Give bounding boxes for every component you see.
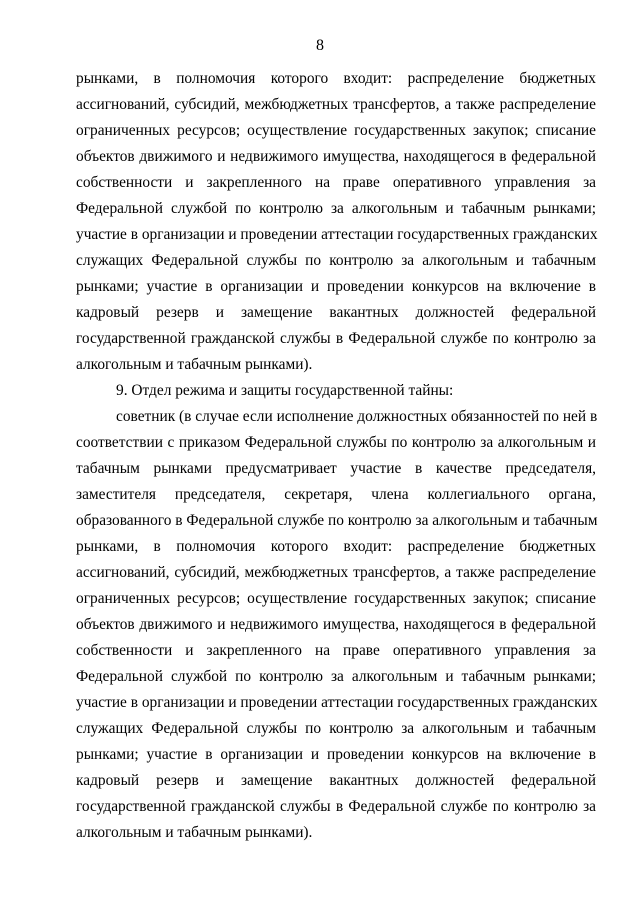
text-line: собственности и закрепленного на праве оперативного управления за bbox=[76, 642, 596, 659]
text-line: служащих Федеральной службы по контролю за алкогольным и табачным bbox=[76, 720, 596, 737]
page-number: 8 bbox=[316, 37, 324, 54]
text-line: Федеральной службой по контролю за алкогольным и табачным рынками; bbox=[76, 668, 596, 685]
text-line: кадровый резерв и замещение вакантных должностей федеральной bbox=[76, 772, 596, 789]
text-line: рынками; участие в организации и проведении конкурсов на включение в bbox=[76, 278, 596, 295]
text-line: ограниченных ресурсов; осуществление государственных закупок; списание bbox=[76, 590, 596, 607]
text-line: заместителя председателя, секретаря, члена коллегиального органа, bbox=[76, 486, 596, 503]
text-line: рынками; участие в организации и проведении конкурсов на включение в bbox=[76, 746, 596, 763]
section-heading: 9. Отдел режима и защиты государственной тайны: bbox=[116, 382, 454, 399]
text-line: соответствии с приказом Федеральной службы по контролю за алкогольным и bbox=[76, 434, 596, 451]
text-line: государственной гражданской службы в Федеральной службе по контролю за bbox=[76, 330, 596, 347]
text-line: Федеральной службой по контролю за алкогольным и табачным рынками; bbox=[76, 200, 596, 217]
text-line: объектов движимого и недвижимого имущества, находящегося в федеральной bbox=[76, 148, 596, 165]
text-line: ассигнований, субсидий, межбюджетных трансфертов, а также распределение bbox=[76, 564, 596, 581]
text-line: участие в организации и проведении аттестации государственных гражданских bbox=[76, 226, 598, 243]
text-line: служащих Федеральной службы по контролю за алкогольным и табачным bbox=[76, 252, 596, 269]
text-line: ограниченных ресурсов; осуществление государственных закупок; списание bbox=[76, 122, 596, 139]
text-line: рынками, в полномочия которого входит: распределение бюджетных bbox=[76, 70, 596, 87]
text-line: алкогольным и табачным рынками). bbox=[76, 356, 313, 373]
text-line: государственной гражданской службы в Федеральной службе по контролю за bbox=[76, 798, 596, 815]
text-line: советник (в случае если исполнение должностных обязанностей по ней в bbox=[116, 408, 598, 425]
text-line: объектов движимого и недвижимого имущества, находящегося в федеральной bbox=[76, 616, 596, 633]
text-line: рынками, в полномочия которого входит: распределение бюджетных bbox=[76, 538, 596, 555]
text-line: кадровый резерв и замещение вакантных должностей федеральной bbox=[76, 304, 596, 321]
text-line: ассигнований, субсидий, межбюджетных трансфертов, а также распределение bbox=[76, 96, 596, 113]
text-line: собственности и закрепленного на праве оперативного управления за bbox=[76, 174, 596, 191]
text-line: участие в организации и проведении аттестации государственных гражданских bbox=[76, 694, 598, 711]
text-line: образованного в Федеральной службе по контролю за алкогольным и табачным bbox=[76, 512, 598, 529]
text-line: табачным рынками предусматривает участие в качестве председателя, bbox=[76, 460, 596, 477]
text-line: алкогольным и табачным рынками). bbox=[76, 824, 313, 841]
